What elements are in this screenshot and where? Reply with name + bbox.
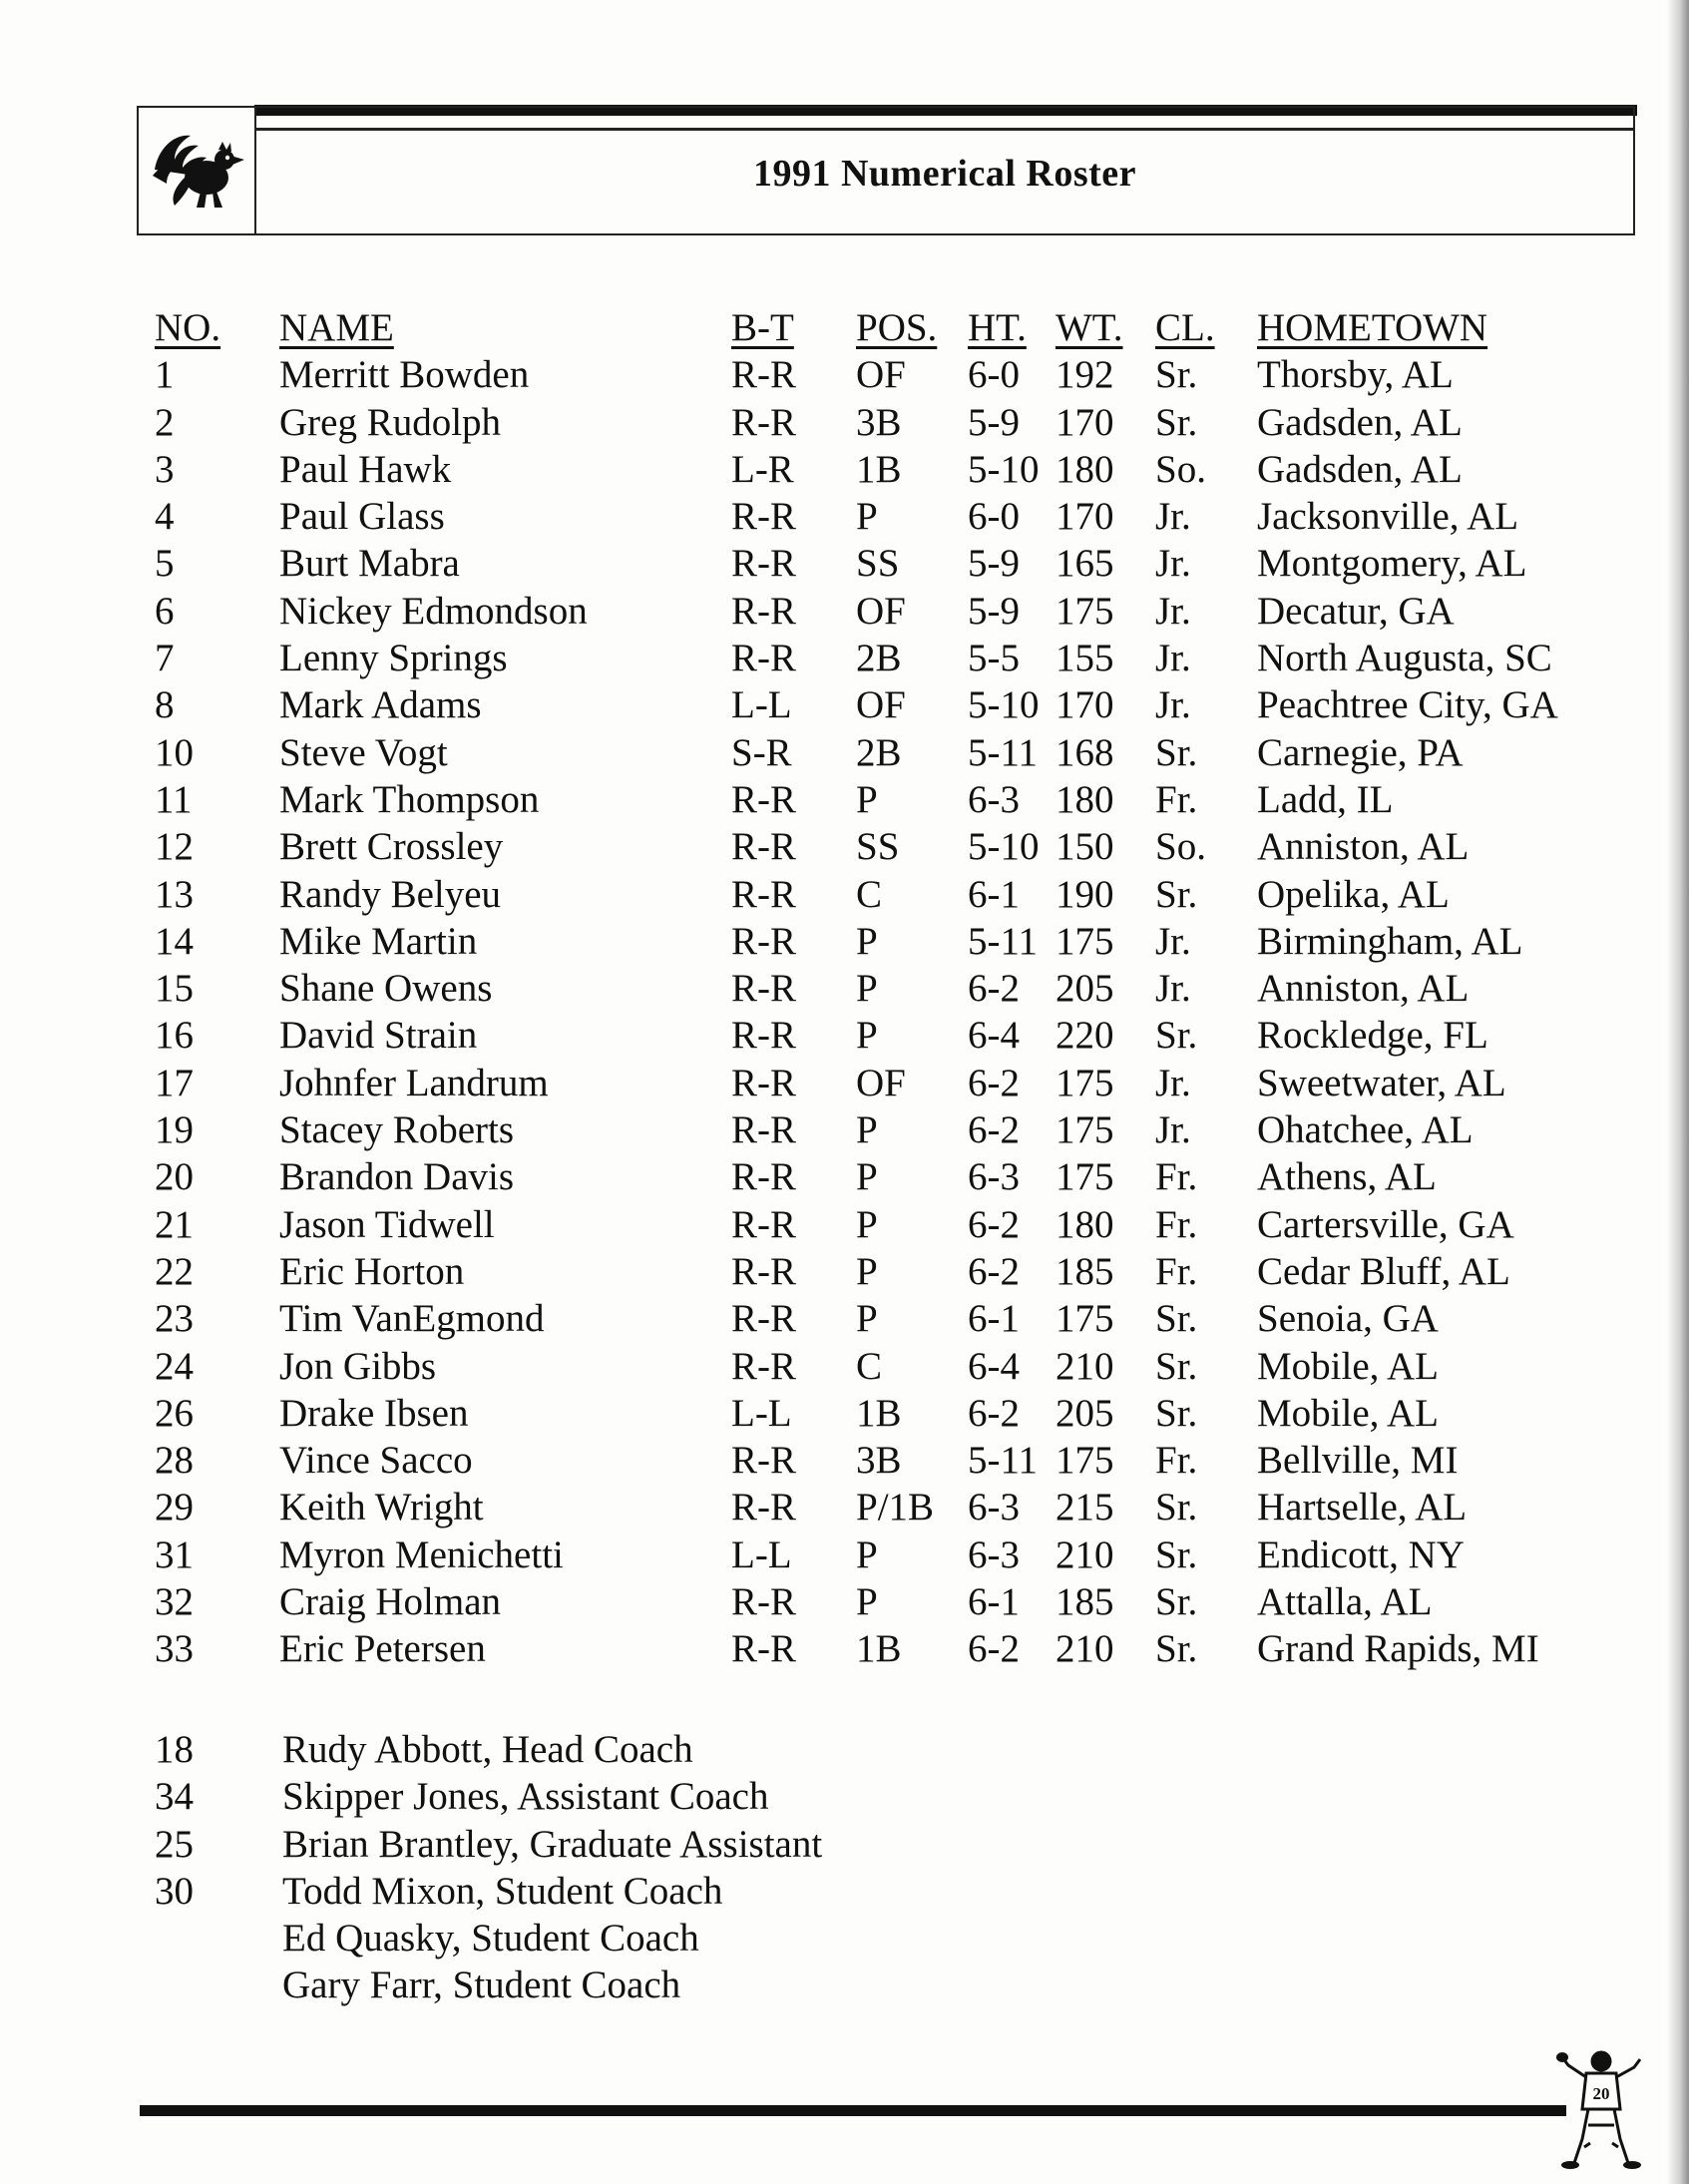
player-no: 26 (155, 1391, 194, 1435)
player-height: 5-11 (968, 919, 1039, 963)
player-class: So. (1155, 447, 1206, 491)
staff-name-role: Gary Farr, Student Coach (282, 1964, 681, 2007)
player-name: Paul Glass (279, 495, 445, 539)
player-name: Jon Gibbs (279, 1344, 437, 1388)
player-no: 8 (155, 683, 175, 727)
player-height: 6-1 (968, 1580, 1020, 1624)
player-bats-throws: R-R (731, 777, 797, 821)
col-header-ht: HT. (968, 306, 1027, 349)
staff-name-role: Ed Quasky, Student Coach (282, 1917, 699, 1961)
player-weight: 150 (1056, 825, 1114, 869)
player-hometown: Athens, AL (1257, 1155, 1437, 1199)
player-class: Jr. (1155, 1108, 1191, 1152)
player-class: Jr. (1155, 637, 1191, 680)
player-class: Sr. (1155, 1486, 1198, 1529)
player-class: Sr. (1155, 1014, 1198, 1058)
player-no: 17 (155, 1061, 194, 1104)
player-no: 5 (155, 542, 175, 586)
player-hometown: Hartselle, AL (1257, 1486, 1468, 1529)
player-position: P (856, 1014, 878, 1058)
player-position: P (856, 919, 878, 963)
player-position: P (856, 777, 878, 821)
player-hometown: Thorsby, AL (1257, 353, 1454, 397)
player-height: 6-2 (968, 1627, 1020, 1671)
player-position: 1B (856, 1391, 902, 1435)
player-height: 6-2 (968, 1202, 1020, 1246)
player-name: Merritt Bowden (279, 353, 530, 397)
player-weight: 155 (1056, 637, 1114, 680)
player-bats-throws: R-R (731, 1249, 797, 1293)
player-weight: 175 (1056, 919, 1114, 963)
player-weight: 185 (1056, 1249, 1114, 1293)
player-height: 6-3 (968, 777, 1020, 821)
player-name: Jason Tidwell (279, 1202, 495, 1246)
player-hometown: Attalla, AL (1257, 1580, 1433, 1624)
player-position: P (856, 1580, 878, 1624)
player-height: 6-0 (968, 353, 1020, 397)
player-hometown: Ladd, IL (1257, 777, 1394, 821)
player-height: 5-11 (968, 1439, 1039, 1483)
player-class: Sr. (1155, 872, 1198, 916)
player-bats-throws: R-R (731, 1014, 797, 1058)
player-class: Jr. (1155, 967, 1191, 1011)
player-height: 6-1 (968, 872, 1020, 916)
player-hometown: Peachtree City, GA (1257, 683, 1558, 727)
player-position: 1B (856, 447, 902, 491)
player-weight: 220 (1056, 1014, 1114, 1058)
player-name: Paul Hawk (279, 447, 452, 491)
player-position: 2B (856, 730, 902, 774)
player-no: 24 (155, 1344, 194, 1388)
player-class: Sr. (1155, 1391, 1198, 1435)
player-weight: 175 (1056, 589, 1114, 633)
player-bats-throws: R-R (731, 1061, 797, 1104)
player-hometown: Gadsden, AL (1257, 447, 1463, 491)
player-height: 6-3 (968, 1486, 1020, 1529)
player-no: 19 (155, 1108, 194, 1152)
player-position: OF (856, 353, 906, 397)
player-name: Randy Belyeu (279, 872, 502, 916)
player-position: P (856, 1108, 878, 1152)
staff-name-role: Skipper Jones, Assistant Coach (282, 1775, 769, 1819)
player-weight: 170 (1056, 683, 1114, 727)
player-class: Sr. (1155, 1297, 1198, 1341)
player-class: Jr. (1155, 589, 1191, 633)
title-rule (256, 128, 1633, 131)
player-class: Sr. (1155, 1344, 1198, 1388)
player-name: Drake Ibsen (279, 1391, 469, 1435)
player-no: 23 (155, 1297, 194, 1341)
staff-no: 25 (155, 1822, 194, 1866)
col-header-wt: WT. (1056, 306, 1123, 349)
player-no: 1 (155, 353, 175, 397)
player-name: Mike Martin (279, 919, 478, 963)
player-bats-throws: L-R (731, 447, 794, 491)
player-weight: 175 (1056, 1439, 1114, 1483)
player-weight: 170 (1056, 400, 1114, 444)
player-hometown: Opelika, AL (1257, 872, 1450, 916)
page-spine-shadow (1667, 0, 1689, 2184)
player-weight: 190 (1056, 872, 1114, 916)
player-hometown: Cartersville, GA (1257, 1202, 1514, 1246)
player-no: 10 (155, 730, 194, 774)
player-name: Mark Thompson (279, 777, 540, 821)
staff-name-role: Todd Mixon, Student Coach (282, 1869, 723, 1913)
player-name: Keith Wright (279, 1486, 484, 1529)
player-hometown: Decatur, GA (1257, 589, 1455, 633)
player-no: 31 (155, 1532, 194, 1576)
staff-name-role: Brian Brantley, Graduate Assistant (282, 1822, 823, 1866)
player-height: 5-10 (968, 825, 1040, 869)
player-name: Eric Horton (279, 1249, 465, 1293)
page-title: 1991 Numerical Roster (752, 153, 1137, 195)
player-class: So. (1155, 825, 1206, 869)
player-bats-throws: R-R (731, 1627, 797, 1671)
col-header-name: NAME (279, 306, 394, 349)
player-hometown: Anniston, AL (1257, 825, 1470, 869)
player-class: Sr. (1155, 1580, 1198, 1624)
player-bats-throws: R-R (731, 637, 797, 680)
player-no: 6 (155, 589, 175, 633)
player-weight: 170 (1056, 495, 1114, 539)
player-hometown: Mobile, AL (1257, 1391, 1439, 1435)
player-bats-throws: R-R (731, 495, 797, 539)
player-height: 5-5 (968, 637, 1020, 680)
player-height: 5-10 (968, 683, 1040, 727)
player-name: Mark Adams (279, 683, 482, 727)
player-hometown: Sweetwater, AL (1257, 1061, 1506, 1104)
player-position: P (856, 1297, 878, 1341)
player-hometown: Gadsden, AL (1257, 400, 1463, 444)
jersey-number: 20 (1592, 2084, 1610, 2103)
player-bats-throws: R-R (731, 1439, 797, 1483)
player-position: P (856, 1202, 878, 1246)
player-no: 4 (155, 495, 175, 539)
player-name: Tim VanEgmond (279, 1297, 545, 1341)
player-hometown: Bellville, MI (1257, 1439, 1459, 1483)
player-weight: 180 (1056, 447, 1114, 491)
player-bats-throws: R-R (731, 1344, 797, 1388)
player-height: 6-2 (968, 1108, 1020, 1152)
player-class: Sr. (1155, 1627, 1198, 1671)
player-position: OF (856, 683, 906, 727)
player-position: P (856, 495, 878, 539)
player-weight: 210 (1056, 1344, 1114, 1388)
player-height: 6-3 (968, 1532, 1020, 1576)
player-hometown: Ohatchee, AL (1257, 1108, 1474, 1152)
player-height: 5-9 (968, 400, 1020, 444)
player-weight: 210 (1056, 1627, 1114, 1671)
player-height: 5-11 (968, 730, 1039, 774)
player-class: Fr. (1155, 777, 1198, 821)
player-height: 6-4 (968, 1344, 1020, 1388)
player-position: OF (856, 1061, 906, 1104)
player-no: 11 (155, 777, 193, 821)
staff-no: 34 (155, 1775, 194, 1819)
player-position: P (856, 967, 878, 1011)
player-height: 6-2 (968, 1391, 1020, 1435)
player-no: 29 (155, 1486, 194, 1529)
player-position: 3B (856, 1439, 902, 1483)
player-position: P (856, 1532, 878, 1576)
player-class: Jr. (1155, 542, 1191, 586)
player-class: Jr. (1155, 919, 1191, 963)
player-no: 15 (155, 967, 194, 1011)
player-position: P (856, 1155, 878, 1199)
player-weight: 175 (1056, 1297, 1114, 1341)
player-position: OF (856, 589, 906, 633)
player-name: Vince Sacco (279, 1439, 473, 1483)
player-height: 6-3 (968, 1155, 1020, 1199)
player-no: 13 (155, 872, 194, 916)
player-name: Brandon Davis (279, 1155, 515, 1199)
player-name: Greg Rudolph (279, 400, 502, 444)
player-weight: 215 (1056, 1486, 1114, 1529)
player-class: Sr. (1155, 1532, 1198, 1576)
player-weight: 205 (1056, 1391, 1114, 1435)
col-header-bt: B-T (731, 306, 794, 349)
player-bats-throws: R-R (731, 967, 797, 1011)
player-bats-throws: R-R (731, 1108, 797, 1152)
player-class: Fr. (1155, 1155, 1198, 1199)
player-height: 6-2 (968, 1249, 1020, 1293)
staff-no: 18 (155, 1728, 194, 1771)
player-height: 5-9 (968, 542, 1020, 586)
player-bats-throws: R-R (731, 400, 797, 444)
player-hometown: Montgomery, AL (1257, 542, 1527, 586)
player-bats-throws: R-R (731, 353, 797, 397)
player-class: Sr. (1155, 353, 1198, 397)
player-bats-throws: R-R (731, 1297, 797, 1341)
player-class: Fr. (1155, 1249, 1198, 1293)
player-no: 22 (155, 1249, 194, 1293)
player-position: 1B (856, 1627, 902, 1671)
staff-no: 30 (155, 1869, 194, 1913)
player-class: Sr. (1155, 400, 1198, 444)
player-height: 6-0 (968, 495, 1020, 539)
player-weight: 180 (1056, 1202, 1114, 1246)
staff-name-role: Rudy Abbott, Head Coach (282, 1728, 693, 1771)
player-bats-throws: R-R (731, 1202, 797, 1246)
player-bats-throws: R-R (731, 825, 797, 869)
player-class: Sr. (1155, 730, 1198, 774)
bottom-rule (140, 2105, 1566, 2116)
player-hometown: Grand Rapids, MI (1257, 1627, 1539, 1671)
player-weight: 185 (1056, 1580, 1114, 1624)
player-position: SS (856, 825, 900, 869)
col-header-no: NO. (155, 306, 221, 349)
gamecock-logo-icon (145, 126, 248, 216)
player-class: Fr. (1155, 1202, 1198, 1246)
player-name: Myron Menichetti (279, 1532, 564, 1576)
player-bats-throws: R-R (731, 1486, 797, 1529)
col-header-hometown: HOMETOWN (1257, 306, 1488, 349)
player-no: 7 (155, 637, 175, 680)
player-bats-throws: R-R (731, 1155, 797, 1199)
player-class: Jr. (1155, 1061, 1191, 1104)
player-weight: 175 (1056, 1155, 1114, 1199)
player-no: 3 (155, 447, 175, 491)
player-name: David Strain (279, 1014, 478, 1058)
player-bats-throws: R-R (731, 919, 797, 963)
player-height: 5-9 (968, 589, 1020, 633)
player-name: Lenny Springs (279, 637, 508, 680)
player-name: Johnfer Landrum (279, 1061, 549, 1104)
player-no: 33 (155, 1627, 194, 1671)
player-class: Fr. (1155, 1439, 1198, 1483)
player-weight: 175 (1056, 1108, 1114, 1152)
player-bats-throws: L-L (731, 683, 792, 727)
player-position: C (856, 1344, 883, 1388)
baseball-player-icon (1556, 2047, 1646, 2169)
player-position: P/1B (856, 1486, 935, 1529)
player-name: Brett Crossley (279, 825, 504, 869)
player-position: 3B (856, 400, 902, 444)
player-weight: 192 (1056, 353, 1114, 397)
player-no: 21 (155, 1202, 194, 1246)
player-class: Jr. (1155, 495, 1191, 539)
player-height: 6-1 (968, 1297, 1020, 1341)
player-name: Burt Mabra (279, 542, 460, 586)
player-weight: 210 (1056, 1532, 1114, 1576)
player-position: SS (856, 542, 900, 586)
player-name: Eric Petersen (279, 1627, 486, 1671)
player-bats-throws: L-L (731, 1532, 792, 1576)
header-box (137, 106, 1635, 235)
logo-box (139, 108, 256, 233)
player-bats-throws: R-R (731, 872, 797, 916)
player-hometown: Cedar Bluff, AL (1257, 1249, 1510, 1293)
player-height: 6-2 (968, 967, 1020, 1011)
player-no: 28 (155, 1439, 194, 1483)
player-no: 32 (155, 1580, 194, 1624)
player-height: 6-4 (968, 1014, 1020, 1058)
player-weight: 165 (1056, 542, 1114, 586)
player-position: 2B (856, 637, 902, 680)
player-weight: 175 (1056, 1061, 1114, 1104)
player-no: 20 (155, 1155, 194, 1199)
player-bats-throws: S-R (731, 730, 792, 774)
col-header-pos: POS. (856, 306, 938, 349)
player-hometown: Rockledge, FL (1257, 1014, 1488, 1058)
player-bats-throws: R-R (731, 589, 797, 633)
player-hometown: Jacksonville, AL (1257, 495, 1519, 539)
player-hometown: Anniston, AL (1257, 967, 1470, 1011)
player-name: Nickey Edmondson (279, 589, 588, 633)
player-position: P (856, 1249, 878, 1293)
player-weight: 205 (1056, 967, 1114, 1011)
player-name: Shane Owens (279, 967, 493, 1011)
player-no: 16 (155, 1014, 194, 1058)
player-hometown: Carnegie, PA (1257, 730, 1464, 774)
player-hometown: North Augusta, SC (1257, 637, 1552, 680)
player-no: 14 (155, 919, 194, 963)
player-weight: 168 (1056, 730, 1114, 774)
player-hometown: Endicott, NY (1257, 1532, 1465, 1576)
player-bats-throws: L-L (731, 1391, 792, 1435)
player-no: 12 (155, 825, 194, 869)
player-bats-throws: R-R (731, 1580, 797, 1624)
player-weight: 180 (1056, 777, 1114, 821)
player-bats-throws: R-R (731, 542, 797, 586)
player-hometown: Mobile, AL (1257, 1344, 1439, 1388)
col-header-cl: CL. (1155, 306, 1215, 349)
player-name: Stacey Roberts (279, 1108, 515, 1152)
player-name: Craig Holman (279, 1580, 502, 1624)
player-hometown: Birmingham, AL (1257, 919, 1523, 963)
player-height: 6-2 (968, 1061, 1020, 1104)
player-class: Jr. (1155, 683, 1191, 727)
player-no: 2 (155, 400, 175, 444)
player-name: Steve Vogt (279, 730, 448, 774)
player-hometown: Senoia, GA (1257, 1297, 1439, 1341)
player-position: C (856, 872, 883, 916)
player-height: 5-10 (968, 447, 1040, 491)
